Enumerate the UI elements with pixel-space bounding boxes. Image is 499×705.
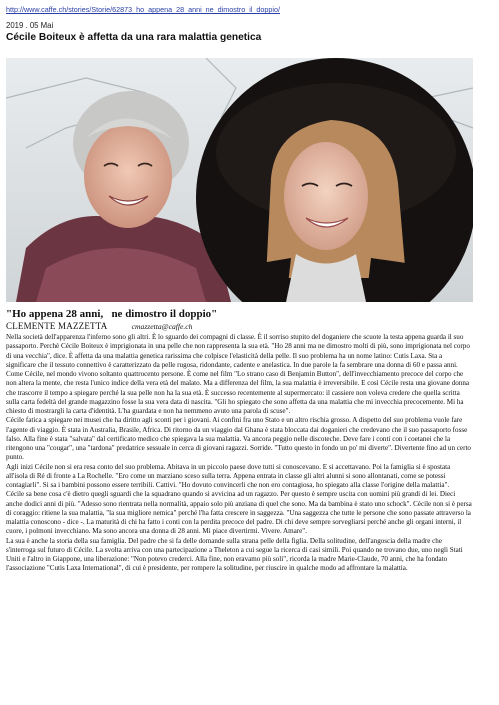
paragraph: Cécile sa bene cosa c'è dietro quegli sguardi che la squadrano quando si avvicina ad un ragazzo. Per questo è sempre uscita con uomini più grandi di lei. Dieci anche dodici anni di più. "Adesso sono rientrata nella normalità, appaio solo più anziana di quel che sono. Ma da bambina è stato uno schock". Cécile non si è persa di coraggio: ritiene la sua malattia, "la sua migliore nemica" perché l'ha fatta crescere in saggezza. "Una saggezza che tutte le persone che sono passate attraverso la malattia conoscono - dice -. La maturità di chi ha fatto i conti con la perdita precoce del padre. Di chi deve sempre sorvegliarsi perché anche gli organi interni, il cuore, i polmoni invecchiano. Ma sono ancora una donna di 28 anni. Mi piace divertirmi. Vivere. Amare".	[6, 490, 472, 536]
source-url[interactable]: http://www.caffe.ch/stories/Storie/62873_ho_appena_28_anni_ne_dimostro_il_doppio/	[6, 5, 280, 14]
paragraph: Cécile fatica a spiegare nei musei che ha diritto agli sconti per i giovani. Ai confini fra uno Stato e un altro rischia grosso. A dispetto del suo problema vuole fare l'agente di viaggio. È stata in Australia, Brasile, Africa. Di ritorno da un viaggio dal Ghana è stata bloccata dai doganieri che credevano che il suo passaporto fosse falso. Alla fine è stata "salvata" dal certificato medico che spiegava la sua malattia. Va ancora peggio nelle discoteche. Deve fare i conti con i coetanei che la ritengono una "cougar", una "tardona" predatrice sessuale in cerca di giovani ragazzi. Sorride. "Tutto questo in fondo un po' mi diverte". Divertente fino ad un certo punto.	[6, 416, 471, 462]
page-headline: Cécile Boiteux è affetta da una rara malattia genetica	[6, 32, 262, 43]
paragraph: Agli inizi Cécile non si era resa conto del suo problema. Abitava in un piccolo paese dove tutti si conoscevano. E si accettavano. Poi la famiglia si è spostata all'isola di Ré di fronte a La Rochelle. "Ero come un marziano sceso sulla terra. Appena entrata in classe gli altri alunni si sono allontanati, come se potessi contagiarli". Si sa i bambini possono essere terribili. Cattivi. "Ho dovuto convincerli che non ero contagiosa, ho spiegato alla classe l'origine della malattia".	[6, 462, 451, 489]
paragraph: Nella società dell'apparenza l'inferno sono gli altri. È lo sguardo dei compagni di classe. È il sorriso stupito del doganiere che scuote la testa appena guarda il suo passaporto. Perchè Cécile Boiteux è imprigionata in una pelle che non rappresenta la sua età. "Ho 28 anni ma ne dimostro molti di più, sono imprigionata nel corpo di una vecchia", dice. È affetta da una malattia genetica rarissima che colpisce l'elasticità della pelle. Il suo problema ha un nome latino: Cutis Laxa. Sta a significare che il tessuto connettivo è caratterizzato da pelle rugosa, ridondante, cadente e anelastica. In due parole la fa sembrare una donna di 60 e passa anni.	[6, 333, 470, 369]
article-body	[6, 333, 472, 574]
author-email[interactable]: cmazzetta@caffe.ch	[131, 322, 193, 331]
author-name: CLEMENTE MAZZETTA	[6, 321, 108, 331]
article-title: "Ho appena 28 anni, ne dimostro il doppio"	[6, 308, 218, 320]
publication-date: 2019 . 05 Mai	[6, 21, 54, 30]
article-photo	[6, 58, 473, 302]
paragraph: La sua è anche la storia della sua famiglia. Del padre che si fa delle domande sulla strana pelle della figlia. Della solitudine, dell'angoscia della madre che s'interroga sul futuro di Cécile. La svolta arriva con una partecipazione a Theleton a cui segue la ricerca di casi simili. Poi quando ne trovano due, uno negli Stati Uniti e l'altro in Giappone, una liberazione: "Non potevo crederci. Alla fine, non eravamo più soli", ricorda la madre Marie-Claude, 70 anni, che ha fondato l'associazione "Cutis Laxa International", di cui è presidente, per rompere la solitudine, per riuscire in qualche modo ad affrontare la malattia.	[6, 536, 463, 573]
paragraph: Come Cécile, nel mondo vivono soltanto quattrocento persone. È come nel film "Lo strano caso di Benjamin Button", dell'invecchiamento precoce del corpo che non altera la mente, che resta l'unico indice della vera età del malato. Ma a differenza del film, la sua malattia è irreversibile. E così Cécile resta una giovane donna che trascorre il tempo a spiegare perché la sua pelle non ha la sua età. È successo recentemente al supermercato: il cassiere non voleva credere che quella scritta sulla carta fedeltà del grande magazzino fosse la sua vera data di nascita. "Gli ho spiegato che sono affetta da una malattia che mi invecchia precocemente. Mi ha chiesto di mostrargli la carta d'identità. L'ha guardata e non ha nemmeno avuto una parola di scuse".	[6, 370, 470, 415]
byline	[6, 321, 192, 331]
